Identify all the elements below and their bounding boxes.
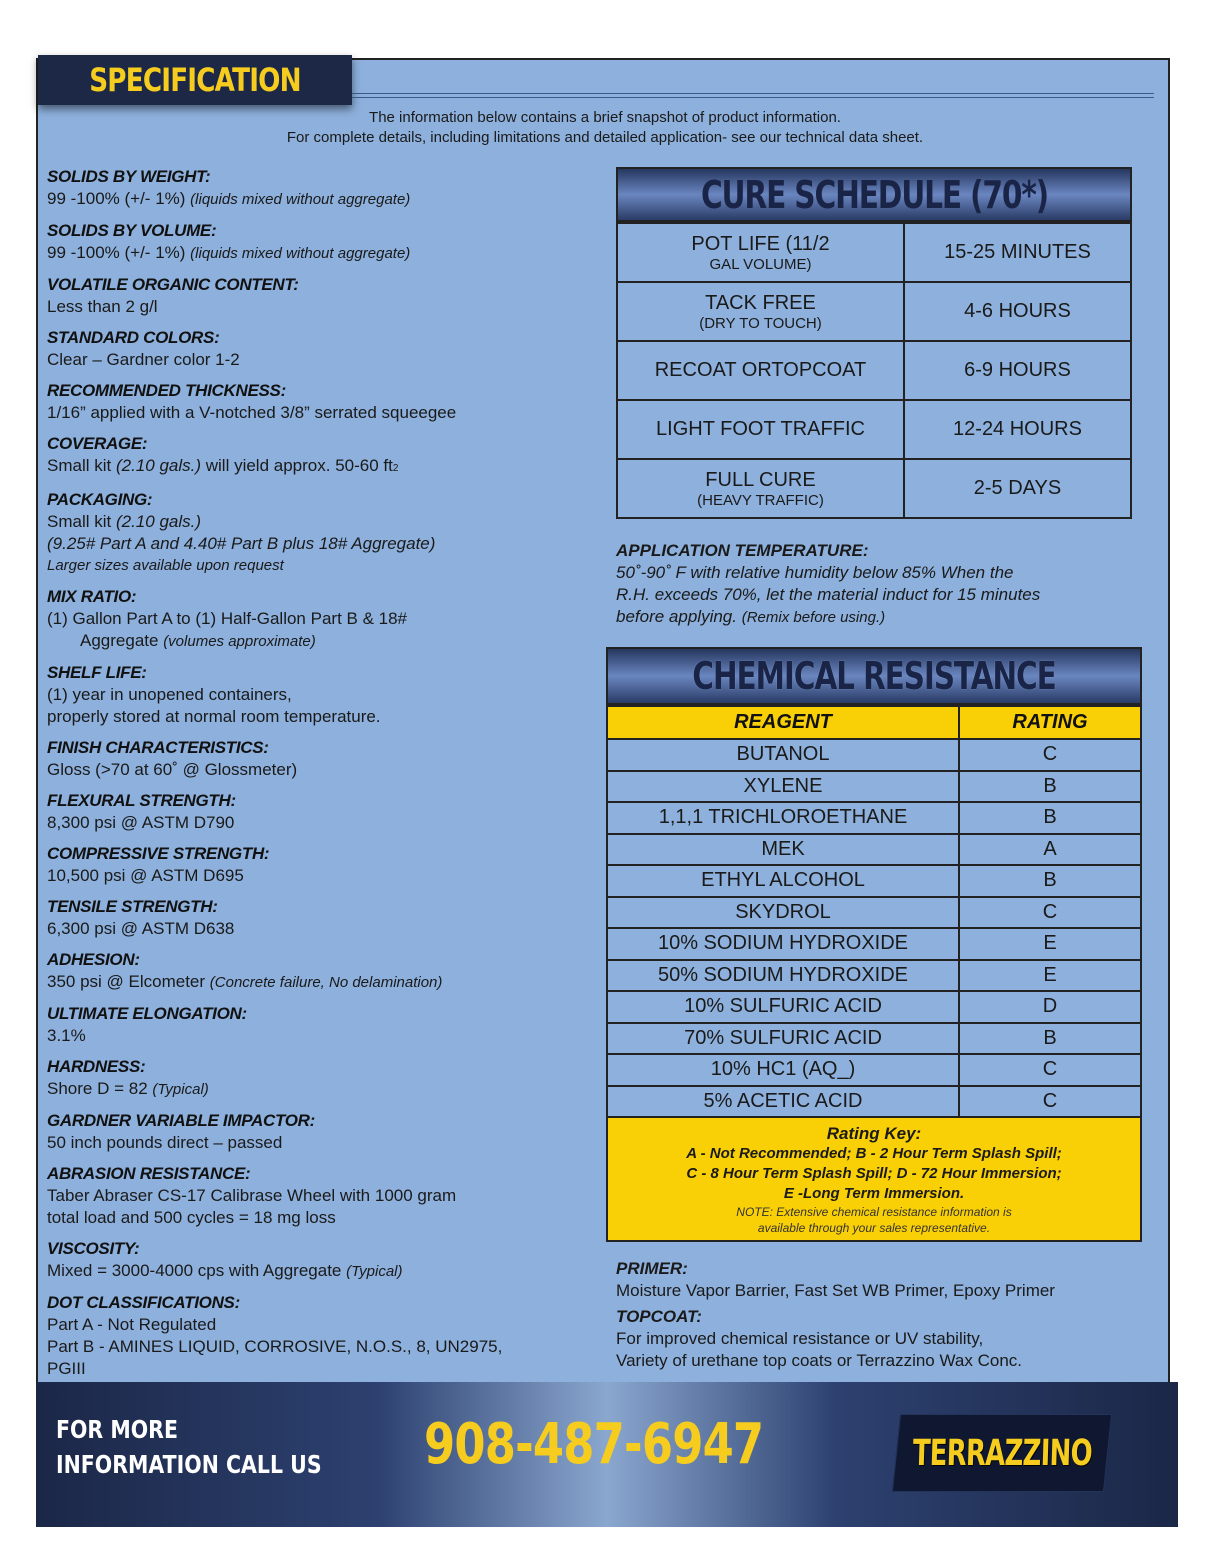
intro-text [200,108,1010,148]
phone-number[interactable]: 908-487-6947 [424,1412,764,1477]
chem-row [607,739,1141,771]
spec-viscosity [47,1238,587,1283]
cure-row [617,400,1131,459]
chem-row [607,834,1141,866]
cure-stage-sublabel: (DRY TO TOUCH) [699,314,822,332]
application-label: APPLICATION TEMPERATURE: [616,541,869,560]
cure-row [617,282,1131,341]
application-note: (Remix before using.) [741,609,886,626]
rating-key [606,1118,1142,1242]
cure-title-text: CURE SCHEDULE (70*) [700,172,1048,217]
cure-stage-sublabel: GAL VOLUME) [709,255,812,273]
cure-stage [617,400,904,459]
spec-label: SOLIDS BY VOLUME: [47,221,217,240]
rating-key-note1: NOTE: Extensive chemical resistance information is [736,1205,1012,1219]
reagent-rating: C [959,1086,1141,1118]
spec-label: GARDNER VARIABLE IMPACTOR: [47,1111,315,1130]
cure-stage-label: POT LIFE (11/2 [691,232,830,255]
packaging-kit: (2.10 gals.) [115,512,202,531]
abrasion-line2: total load and 500 cycles = 18 mg loss [47,1208,336,1227]
spec-note: (liquids mixed without aggregate) [190,245,411,262]
reagent-name: 1,1,1 TRICHLOROETHANE [607,802,959,834]
spec-label: SHELF LIFE: [47,663,147,682]
spec-solids-volume [47,220,587,265]
spec-elongation [47,1003,587,1047]
spec-tensile [47,896,587,940]
reagent-rating: C [959,739,1141,771]
more-line1: FOR MORE [56,1415,178,1444]
spec-label: FINISH CHARACTERISTICS: [47,738,269,757]
chem-row [607,960,1141,992]
mix-note: (volumes approximate) [163,633,316,650]
intro-line-1: The information below contains a brief snapshot of product information. [369,109,841,126]
primer-topcoat [616,1258,1156,1372]
chem-title-text: CHEMICAL RESISTANCE [692,654,1056,698]
spec-label: COMPRESSIVE STRENGTH: [47,844,270,863]
spec-abrasion [47,1163,587,1229]
spec-label: ADHESION: [47,950,140,969]
chem-row [607,771,1141,803]
col-rating: RATING [959,706,1141,739]
cure-time: 2-5 DAYS [904,459,1131,518]
spec-coverage [47,433,587,480]
rating-key-title: Rating Key: [826,1124,922,1143]
chem-row [607,897,1141,929]
spec-dot [47,1292,587,1380]
spec-label: VISCOSITY: [47,1239,140,1258]
reagent-name: MEK [607,834,959,866]
packaging-line2: (9.25# Part A and 4.40# Part B plus 18# Aggregate) [47,534,436,553]
spec-value: 99 -100% (+/- 1%) [47,189,186,208]
reagent-name: 70% SULFURIC ACID [607,1023,959,1055]
reagent-name: 50% SODIUM HYDROXIDE [607,960,959,992]
spec-value: 10,500 psi @ ASTM D695 [47,866,244,885]
specification-banner [38,55,352,105]
chem-row [607,1023,1141,1055]
chemical-resistance [606,647,1142,1242]
reagent-rating: B [959,771,1141,803]
spec-colors [47,327,587,371]
cure-stage [617,223,904,282]
topcoat-line2: Variety of urethane top coats or Terrazzino Wax Conc. [616,1351,1022,1370]
spec-value: Mixed = 3000-4000 cps with Aggregate [47,1261,342,1280]
spec-label: COVERAGE: [47,434,148,453]
primer-label: PRIMER: [616,1259,688,1278]
spec-label: SOLIDS BY WEIGHT: [47,167,211,186]
spec-thickness [47,380,587,424]
spec-label: VOLATILE ORGANIC CONTENT: [47,275,299,294]
reagent-rating: E [959,928,1141,960]
spec-solids-weight [47,166,587,211]
logo-text: TERRAZZINO [911,1432,1093,1474]
reagent-rating: E [959,960,1141,992]
cure-stage-label: RECOAT ORTOPCOAT [654,359,867,381]
topcoat-label: TOPCOAT: [616,1307,702,1326]
cure-schedule-title [616,167,1132,222]
spec-value: 50 inch pounds direct – passed [47,1133,283,1152]
reagent-rating: B [959,802,1141,834]
rating-key-line3: E -Long Term Immersion. [783,1185,965,1202]
application-line2: R.H. exceeds 70%, let the material induct for 15 minutes [616,585,1041,604]
cure-time: 12-24 HOURS [904,400,1131,459]
spec-label: HARDNESS: [47,1057,146,1076]
cure-stage-sublabel: (HEAVY TRAFFIC) [697,491,824,509]
spec-label: ULTIMATE ELONGATION: [47,1004,247,1023]
rating-key-line1: A - Not Recommended; B - 2 Hour Term Splash Spill; [686,1145,1062,1162]
mix-line2: Aggregate [80,631,159,650]
spec-hardness [47,1056,587,1101]
spec-label: PACKAGING: [47,490,153,509]
reagent-rating: B [959,1023,1141,1055]
spec-finish [47,737,587,781]
spec-impactor [47,1110,587,1154]
spec-note: (liquids mixed without aggregate) [190,191,411,208]
footer-banner [36,1382,1178,1527]
spec-compressive [47,843,587,887]
mix-line1: (1) Gallon Part A to (1) Half-Gallon Part B & 18# [47,609,407,628]
header-rule [352,93,1154,98]
spec-label: DOT CLASSIFICATIONS: [47,1293,240,1312]
reagent-name: ETHYL ALCOHOL [607,865,959,897]
spec-value: Clear – Gardner color 1-2 [47,350,240,369]
coverage-unit: 2 [392,463,399,474]
chem-row [607,928,1141,960]
cure-schedule [616,167,1132,519]
coverage-kit: (2.10 gals.) [115,456,202,475]
spec-value: 350 psi @ Elcometer [47,972,206,991]
shelf-line1: (1) year in unopened containers, [47,685,292,704]
chem-row [607,991,1141,1023]
cure-table [616,222,1132,519]
packaging-line1: Small kit [47,512,112,531]
footer-more-info [56,1412,322,1482]
reagent-rating: B [959,865,1141,897]
more-line2: INFORMATION CALL US [56,1450,322,1479]
spec-label: TENSILE STRENGTH: [47,897,218,916]
cure-stage [617,282,904,341]
cure-time: 15-25 MINUTES [904,223,1131,282]
reagent-rating: C [959,1054,1141,1086]
chemical-resistance-title [606,647,1142,705]
packaging-line3: Larger sizes available upon request [47,557,284,574]
chem-row [607,865,1141,897]
spec-value: Gloss (>70 at 60˚ @ Glossmeter) [47,760,298,779]
spec-value: 99 -100% (+/- 1%) [47,243,186,262]
spec-note: (Typical) [346,1263,403,1280]
spec-packaging [47,489,587,577]
chem-row [607,1054,1141,1086]
application-line3: before applying. [616,607,737,626]
reagent-name: BUTANOL [607,739,959,771]
coverage-pre: Small kit [47,456,112,475]
spec-flexural [47,790,587,834]
reagent-name: 5% ACETIC ACID [607,1086,959,1118]
reagent-rating: A [959,834,1141,866]
spec-adhesion [47,949,587,994]
dot-line3: PGIII [47,1359,86,1378]
cure-stage [617,341,904,400]
spec-mix-ratio [47,586,587,653]
reagent-rating: C [959,897,1141,929]
dot-line1: Part A - Not Regulated [47,1315,217,1334]
application-temperature [616,540,1116,629]
rating-key-note2: available through your sales representative. [757,1221,991,1235]
cure-stage-label: TACK FREE [705,291,816,314]
chem-row [607,802,1141,834]
cure-stage-label: LIGHT FOOT TRAFFIC [656,418,865,440]
reagent-name: 10% HC1 (AQ_) [607,1054,959,1086]
cure-row [617,459,1131,518]
spec-value: Shore D = 82 [47,1079,148,1098]
spec-shelf-life [47,662,587,728]
intro-line-2: For complete details, including limitations and detailed application- see our technical data sheet. [286,129,924,146]
spec-label: STANDARD COLORS: [47,328,220,347]
dot-line2: Part B - AMINES LIQUID, CORROSIVE, N.O.S., 8, UN2975, [47,1337,503,1356]
abrasion-line1: Taber Abraser CS-17 Calibrase Wheel with 1000 gram [47,1186,457,1205]
cure-stage-label: FULL CURE [705,468,816,491]
application-line1: 50˚-90˚ F with relative humidity below 85% When the [616,563,1014,582]
spec-label: FLEXURAL STRENGTH: [47,791,236,810]
spec-value: Less than 2 g/l [47,297,158,316]
spec-list [47,166,587,1389]
col-reagent: REAGENT [607,706,959,739]
spec-label: MIX RATIO: [47,587,137,606]
reagent-rating: D [959,991,1141,1023]
cure-time: 4-6 HOURS [904,282,1131,341]
spec-voc [47,274,587,318]
reagent-name: 10% SODIUM HYDROXIDE [607,928,959,960]
chem-row [607,1086,1141,1118]
spec-value: 3.1% [47,1026,86,1045]
spec-label: ABRASION RESISTANCE: [47,1164,251,1183]
spec-value: 6,300 psi @ ASTM D638 [47,919,235,938]
reagent-name: SKYDROL [607,897,959,929]
page-title: SPECIFICATION [89,61,301,99]
cure-row [617,223,1131,282]
rating-key-line2: C - 8 Hour Term Splash Spill; D - 72 Hour Immersion; [686,1165,1062,1182]
spec-value: 1/16” applied with a V-notched 3/8” serrated squeegee [47,403,457,422]
primer-value: Moisture Vapor Barrier, Fast Set WB Primer, Epoxy Primer [616,1281,1055,1300]
cure-stage [617,459,904,518]
topcoat-line1: For improved chemical resistance or UV stability, [616,1329,984,1348]
coverage-post: will yield approx. 50-60 ft [205,456,393,475]
terrazzino-logo [892,1414,1112,1492]
spec-note: (Typical) [152,1081,209,1098]
chem-table [606,705,1142,1118]
reagent-name: XYLENE [607,771,959,803]
cure-row [617,341,1131,400]
spec-note: (Concrete failure, No delamination) [209,974,443,991]
reagent-name: 10% SULFURIC ACID [607,991,959,1023]
spec-value: 8,300 psi @ ASTM D790 [47,813,235,832]
spec-label: RECOMMENDED THICKNESS: [47,381,286,400]
cure-time: 6-9 HOURS [904,341,1131,400]
shelf-line2: properly stored at normal room temperature. [47,707,381,726]
